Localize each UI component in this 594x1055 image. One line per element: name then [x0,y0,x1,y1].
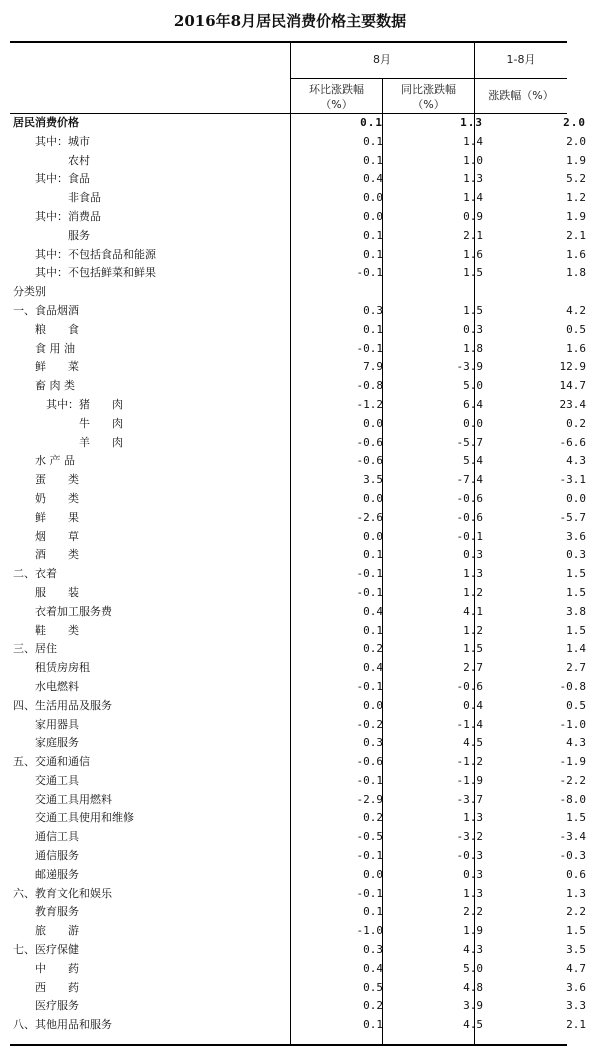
row-label: 交通工具使用和维修 [13,811,134,825]
header-group-jan-aug: 1-8月 [506,53,536,66]
value-yoy: 0.0 [463,416,483,430]
value-mom: -0.5 [356,830,383,844]
value-cum: 5.2 [566,172,586,186]
table-row [10,264,594,283]
table-row [10,283,594,302]
value-cum: 1.3 [566,886,586,900]
row-label: 六、教育文化和娱乐 [13,886,112,900]
value-cum: 0.0 [566,491,586,505]
value-yoy: 2.7 [463,661,483,675]
table-row [10,809,594,828]
table-row [10,340,594,359]
value-yoy: 1.6 [463,247,483,261]
value-yoy: -0.1 [456,529,483,543]
value-cum: 0.2 [566,416,586,430]
value-mom: 0.0 [363,698,383,712]
row-label: 奶 类 [13,491,79,505]
table-body [10,114,594,1035]
table-row [10,640,594,659]
value-mom: 0.0 [363,867,383,881]
value-mom: 0.1 [360,116,383,129]
value-yoy: 1.3 [463,567,483,581]
top-rule [10,41,567,43]
value-cum: 2.1 [566,228,586,242]
value-mom: -0.1 [356,849,383,863]
value-cum: 2.1 [566,1018,586,1032]
value-yoy: 2.1 [463,228,483,242]
row-label: 鞋 类 [13,623,79,637]
row-label: 畜 肉 类 [13,379,75,393]
value-cum: 4.3 [566,454,586,468]
table-row [10,246,594,265]
value-cum: 3.3 [566,999,586,1013]
value-mom: -0.1 [356,679,383,693]
value-yoy: -0.6 [456,679,483,693]
row-label: 八、其他用品和服务 [13,1018,112,1032]
table-row [10,828,594,847]
table-row [10,490,594,509]
header-col-yoy-label: 同比涨跌幅 [401,83,456,96]
row-label: 租赁房房租 [13,661,90,675]
value-cum: -0.3 [559,849,586,863]
value-yoy: 0.3 [463,867,483,881]
row-label: 二、衣着 [13,567,57,581]
table-row [10,997,594,1016]
value-mom: 0.3 [363,943,383,957]
value-yoy: 0.3 [463,548,483,562]
row-label: 通信服务 [13,849,79,863]
cpi-data-table [10,114,594,1035]
value-mom: 0.0 [363,416,383,430]
value-yoy: 1.3 [460,116,483,129]
row-label: 中 药 [13,961,79,975]
bottom-rule [10,1044,567,1046]
value-mom: 3.5 [363,473,383,487]
value-yoy: 0.9 [463,209,483,223]
value-yoy [391,283,491,302]
value-mom: 0.4 [363,961,383,975]
value-yoy: 1.5 [463,642,483,656]
row-label: 五、交通和通信 [13,755,90,769]
table-row [10,678,594,697]
row-label: 其中：消费品 [13,209,101,223]
table-row [10,866,594,885]
value-yoy: -0.3 [456,849,483,863]
value-yoy: 1.0 [463,153,483,167]
row-label: 交通工具用燃料 [13,792,112,806]
value-cum: 1.6 [566,341,586,355]
value-mom: 0.1 [363,247,383,261]
row-label: 邮递服务 [13,867,79,881]
value-mom: -0.6 [356,454,383,468]
table-row [10,509,594,528]
table-row [10,772,594,791]
value-cum: 0.3 [566,548,586,562]
value-mom: 0.1 [363,548,383,562]
table-row [10,434,594,453]
value-cum: 1.9 [566,209,586,223]
value-mom: -0.6 [356,755,383,769]
value-cum: 2.0 [566,134,586,148]
row-label: 羊 肉 [13,435,123,449]
row-label: 一、食品烟酒 [13,303,79,317]
table-row [10,565,594,584]
row-label: 其中：不包括鲜菜和鲜果 [13,266,156,280]
value-cum: -1.0 [559,717,586,731]
table-row [10,114,594,133]
value-mom: 7.9 [363,360,383,374]
table-row [10,603,594,622]
value-cum: 12.9 [559,360,586,374]
row-label: 分类别 [13,285,46,299]
row-label: 家用器具 [13,717,79,731]
table-row [10,133,594,152]
value-yoy: 1.4 [463,191,483,205]
table-row [10,791,594,810]
table-row [10,734,594,753]
value-yoy: 4.5 [463,1018,483,1032]
row-label: 教育服务 [13,905,79,919]
row-label: 水电燃料 [13,679,79,693]
value-yoy: 1.4 [463,134,483,148]
row-label: 医疗服务 [13,999,79,1013]
table-row [10,396,594,415]
value-mom: 0.0 [363,529,383,543]
value-mom: 0.3 [363,736,383,750]
table-row [10,227,594,246]
value-cum: -1.9 [559,755,586,769]
value-cum: 4.3 [566,736,586,750]
row-label: 居民消费价格 [13,116,79,129]
value-yoy: -0.6 [456,510,483,524]
value-cum: 2.2 [566,905,586,919]
value-mom: 0.3 [363,303,383,317]
value-yoy: 4.5 [463,736,483,750]
value-cum: 4.7 [566,961,586,975]
value-cum [491,283,594,302]
table-row [10,302,594,321]
row-label: 其中：猪 肉 [13,397,123,411]
value-mom: -1.2 [356,397,383,411]
value-mom: 0.4 [363,172,383,186]
header-col-yoy [383,82,474,112]
value-cum: 23.4 [559,397,586,411]
table-row [10,546,594,565]
page-title: 2016年8月居民消费价格主要数据 [173,12,407,30]
value-yoy: -0.6 [456,491,483,505]
value-cum: -3.1 [559,473,586,487]
value-yoy: 4.8 [463,980,483,994]
value-cum: -3.4 [559,830,586,844]
row-label: 四、生活用品及服务 [13,698,112,712]
value-cum: 2.7 [566,661,586,675]
value-yoy: -1.4 [456,717,483,731]
row-label: 西 药 [13,980,79,994]
value-mom: -0.6 [356,435,383,449]
row-label: 服务 [13,228,90,242]
value-mom: 0.0 [363,491,383,505]
row-label: 水 产 品 [13,454,75,468]
value-yoy: 1.2 [463,585,483,599]
value-mom: 0.2 [363,999,383,1013]
table-row [10,377,594,396]
table-row [10,885,594,904]
value-cum: 1.5 [566,811,586,825]
value-cum: -2.2 [559,773,586,787]
table-row [10,716,594,735]
header-mid-rule [290,78,567,79]
value-cum: 1.2 [566,191,586,205]
value-cum: 1.5 [566,924,586,938]
table-row [10,960,594,979]
value-mom: 0.1 [363,623,383,637]
value-cum: 1.8 [566,266,586,280]
value-mom: 0.4 [363,604,383,618]
value-mom: -2.6 [356,510,383,524]
row-label: 旅 游 [13,924,79,938]
header-col-mom [291,82,382,112]
row-label: 衣着加工服务费 [13,604,112,618]
row-label: 牛 肉 [13,416,123,430]
header-col-yoy-unit: （%） [412,98,445,111]
value-yoy: 0.4 [463,698,483,712]
table-row [10,528,594,547]
value-mom: 0.0 [363,209,383,223]
value-yoy: 1.9 [463,924,483,938]
table-row [10,471,594,490]
row-label: 非食品 [13,191,101,205]
row-label: 其中：食品 [13,172,90,186]
value-yoy: 3.9 [463,999,483,1013]
value-mom: -1.0 [356,924,383,938]
value-cum: 0.6 [566,867,586,881]
value-yoy: -3.7 [456,792,483,806]
value-mom: 0.0 [363,191,383,205]
value-yoy: 4.1 [463,604,483,618]
value-yoy: 4.3 [463,943,483,957]
row-label: 食 用 油 [13,341,75,355]
value-mom: 0.1 [363,905,383,919]
value-yoy: 2.2 [463,905,483,919]
value-mom: -0.1 [356,585,383,599]
row-label: 烟 草 [13,529,79,543]
value-cum: 1.5 [566,623,586,637]
value-mom: -0.1 [356,773,383,787]
value-cum: 0.5 [566,698,586,712]
value-yoy: 1.8 [463,341,483,355]
value-mom: 0.1 [363,1018,383,1032]
table-row [10,753,594,772]
table-row [10,979,594,998]
value-yoy: 1.2 [463,623,483,637]
value-cum: 3.5 [566,943,586,957]
value-mom: -0.1 [356,266,383,280]
value-mom: -0.2 [356,717,383,731]
value-mom: 0.4 [363,661,383,675]
value-mom: 0.2 [363,811,383,825]
table-row [10,152,594,171]
row-label: 家庭服务 [13,736,79,750]
value-cum: 3.6 [566,529,586,543]
value-mom: -0.1 [356,341,383,355]
value-yoy: 5.0 [463,961,483,975]
row-label: 通信工具 [13,830,79,844]
value-mom: 0.2 [363,642,383,656]
value-cum: 1.6 [566,247,586,261]
value-cum: 3.6 [566,980,586,994]
table-row [10,1016,594,1035]
value-mom: -0.1 [356,886,383,900]
row-label: 其中：不包括食品和能源 [13,247,156,261]
value-mom: 0.1 [363,228,383,242]
value-yoy: 5.0 [463,379,483,393]
value-yoy: 6.4 [463,397,483,411]
row-label: 服 装 [13,585,79,599]
table-row [10,584,594,603]
row-label: 三、居住 [13,642,57,656]
value-cum: 14.7 [559,379,586,393]
row-label: 鲜 菜 [13,360,79,374]
value-yoy: -3.9 [456,360,483,374]
row-label: 其中：城市 [13,134,90,148]
value-cum: 0.5 [566,322,586,336]
value-yoy: 1.3 [463,811,483,825]
row-label: 交通工具 [13,773,79,787]
value-yoy: -7.4 [456,473,483,487]
row-label: 粮 食 [13,322,79,336]
header-col-mom-unit: （%） [320,98,353,111]
row-label: 酒 类 [13,548,79,562]
table-row [10,452,594,471]
value-cum: -6.6 [559,435,586,449]
header-col-mom-label: 环比涨跌幅 [309,83,364,96]
value-yoy: 1.5 [463,303,483,317]
value-cum: 3.8 [566,604,586,618]
value-yoy: -3.2 [456,830,483,844]
value-yoy: -1.9 [456,773,483,787]
value-cum: 1.4 [566,642,586,656]
value-yoy: 1.3 [463,172,483,186]
header-group-aug: 8月 [373,53,391,66]
value-cum: 2.0 [563,116,586,129]
value-yoy: -5.7 [456,435,483,449]
row-label: 农村 [13,153,90,167]
value-cum: 1.5 [566,585,586,599]
table-row [10,659,594,678]
table-row [10,847,594,866]
table-row [10,170,594,189]
value-mom: -0.8 [356,379,383,393]
value-yoy: 0.3 [463,322,483,336]
row-label: 七、医疗保健 [13,943,79,957]
value-cum: 1.5 [566,567,586,581]
table-row [10,922,594,941]
value-yoy: 5.4 [463,454,483,468]
table-row [10,415,594,434]
row-label: 蛋 类 [13,473,79,487]
value-yoy: -1.2 [456,755,483,769]
value-mom: 0.1 [363,153,383,167]
value-yoy: 1.3 [463,886,483,900]
table-row [10,189,594,208]
table-row [10,697,594,716]
value-cum: -0.8 [559,679,586,693]
value-mom: -2.9 [356,792,383,806]
value-mom [291,283,391,302]
value-mom: 0.1 [363,322,383,336]
table-row [10,208,594,227]
table-row [10,622,594,641]
row-label: 鲜 果 [13,510,79,524]
table-row [10,903,594,922]
value-cum: 1.9 [566,153,586,167]
value-cum: -8.0 [559,792,586,806]
value-cum: 4.2 [566,303,586,317]
value-cum: -5.7 [559,510,586,524]
table-row [10,358,594,377]
value-yoy: 1.5 [463,266,483,280]
value-mom: 0.1 [363,134,383,148]
table-row [10,941,594,960]
header-col-cum: 涨跌幅（%） [488,89,554,102]
table-row [10,321,594,340]
value-mom: 0.5 [363,980,383,994]
value-mom: -0.1 [356,567,383,581]
